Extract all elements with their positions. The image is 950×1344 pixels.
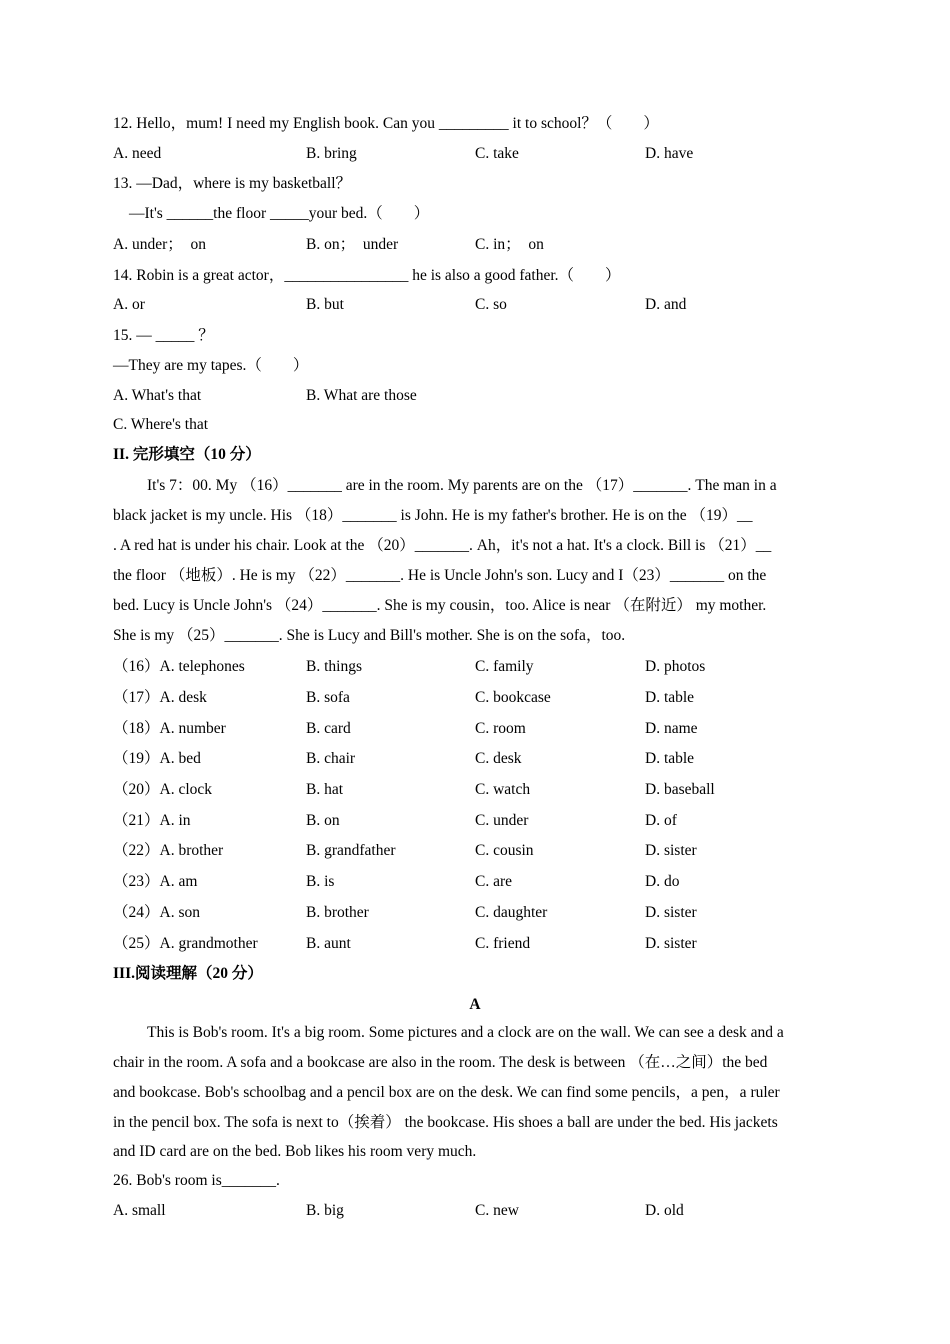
option-a: A. What's that bbox=[113, 387, 202, 404]
question-13-answer-line: —It's ______the floor _____your bed.（ ） bbox=[129, 205, 430, 222]
option-a: （24）A. son bbox=[113, 904, 200, 921]
option-b: B. grandfather bbox=[306, 842, 396, 859]
option-d: D. sister bbox=[645, 904, 697, 921]
option-b: B. aunt bbox=[306, 935, 351, 952]
section-2-heading: II. 完形填空（10 分） bbox=[113, 446, 261, 463]
question-12-options bbox=[113, 144, 853, 164]
reading-passage-line-1: This is Bob's room. It's a big room. Some pictures and a clock are on the wall. We can see a desk and a bbox=[147, 1024, 784, 1041]
option-a: （23）A. am bbox=[113, 873, 198, 890]
passage-a-title: A bbox=[469, 996, 481, 1013]
option-a: A. under； on bbox=[113, 236, 206, 253]
cloze-passage-line-6: She is my （25）_______. She is Lucy and Bill's mother. She is on the sofa，too. bbox=[113, 627, 626, 644]
option-c: C. room bbox=[475, 720, 526, 737]
cloze-option-row bbox=[113, 841, 853, 861]
option-c: C. friend bbox=[475, 935, 531, 952]
option-a: （19）A. bed bbox=[113, 750, 201, 767]
option-c: C. are bbox=[475, 873, 513, 890]
option-c: C. so bbox=[475, 296, 507, 313]
question-12: 12. Hello，mum! I need my English book. Can you _________ it to school？（ ） bbox=[113, 115, 659, 132]
option-c: C. family bbox=[475, 658, 534, 675]
option-b: B. bring bbox=[306, 145, 357, 162]
question-13: 13. —Dad，where is my basketball？ bbox=[113, 175, 352, 192]
option-c: C. take bbox=[475, 145, 519, 162]
cloze-option-row bbox=[113, 749, 853, 769]
option-b: B. big bbox=[306, 1202, 344, 1219]
question-15-option-c: C. Where's that bbox=[113, 416, 209, 433]
question-14: 14. Robin is a great actor，________________ he is also a good father.（ ） bbox=[113, 267, 621, 284]
option-c: C. under bbox=[475, 812, 529, 829]
cloze-passage-line-5: bed. Lucy is Uncle John's （24）_______. She is my cousin，too. Alice is near （在附近） my mother. bbox=[113, 597, 767, 614]
option-d: D. table bbox=[645, 689, 695, 706]
cloze-option-row bbox=[113, 934, 853, 954]
option-b: B. but bbox=[306, 296, 344, 313]
option-d: D. photos bbox=[645, 658, 706, 675]
option-b: B. on； under bbox=[306, 236, 399, 253]
option-d: D. sister bbox=[645, 842, 697, 859]
option-a: A. or bbox=[113, 296, 145, 313]
option-b: B. on bbox=[306, 812, 340, 829]
cloze-option-row bbox=[113, 780, 853, 800]
reading-passage-line-2: chair in the room. A sofa and a bookcase are also in the room. The desk is between （在…之间）the bed bbox=[113, 1054, 768, 1071]
option-a: A. small bbox=[113, 1202, 166, 1219]
option-a: （20）A. clock bbox=[113, 781, 213, 798]
question-15-answer-line: —They are my tapes.（ ） bbox=[113, 357, 309, 374]
question-15: 15. — _____ ？ bbox=[113, 327, 214, 344]
option-d: D. do bbox=[645, 873, 680, 890]
option-c: C. daughter bbox=[475, 904, 548, 921]
option-d: D. old bbox=[645, 1202, 684, 1219]
question-13-options bbox=[113, 235, 853, 255]
option-d: D. of bbox=[645, 812, 677, 829]
option-a: （17）A. desk bbox=[113, 689, 207, 706]
cloze-option-row bbox=[113, 903, 853, 923]
option-b: B. things bbox=[306, 658, 362, 675]
cloze-passage-line-2: black jacket is my uncle. His （18）_______ is John. He is my father's brother. He is on the （19）__ bbox=[113, 507, 753, 524]
option-b: B. sofa bbox=[306, 689, 350, 706]
question-14-options bbox=[113, 295, 853, 315]
question-26-options bbox=[113, 1201, 853, 1221]
option-c: C. bookcase bbox=[475, 689, 551, 706]
option-d: D. and bbox=[645, 296, 687, 313]
cloze-option-row bbox=[113, 688, 853, 708]
question-15-options bbox=[113, 386, 853, 406]
reading-passage-line-5: and ID card are on the bed. Bob likes his room very much. bbox=[113, 1143, 477, 1160]
cloze-option-row bbox=[113, 811, 853, 831]
cloze-passage-line-3: . A red hat is under his chair. Look at the （20）_______. Ah，it's not a hat. It's a clock. Bill is （21）__ bbox=[113, 537, 772, 554]
option-d: D. table bbox=[645, 750, 695, 767]
option-a: A. need bbox=[113, 145, 162, 162]
option-c: C. in； on bbox=[475, 236, 544, 253]
option-b: B. card bbox=[306, 720, 351, 737]
option-c: C. watch bbox=[475, 781, 531, 798]
option-d: D. have bbox=[645, 145, 694, 162]
question-26: 26. Bob's room is_______. bbox=[113, 1172, 280, 1189]
section-3-heading: III.阅读理解（20 分） bbox=[113, 965, 263, 982]
option-d: D. baseball bbox=[645, 781, 715, 798]
reading-passage-line-4: in the pencil box. The sofa is next to（挨着） the bookcase. His shoes a ball are under the bed. His jackets bbox=[113, 1114, 778, 1131]
option-a: （16）A. telephones bbox=[113, 658, 245, 675]
option-c: C. new bbox=[475, 1202, 519, 1219]
option-d: D. sister bbox=[645, 935, 697, 952]
option-b: B. hat bbox=[306, 781, 344, 798]
option-c: C. desk bbox=[475, 750, 522, 767]
option-a: （18）A. number bbox=[113, 720, 226, 737]
cloze-option-row bbox=[113, 872, 853, 892]
cloze-passage-line-1: It's 7：00. My （16）_______ are in the room. My parents are on the （17）_______. The man in a bbox=[147, 477, 777, 494]
option-d: D. name bbox=[645, 720, 698, 737]
option-a: （22）A. brother bbox=[113, 842, 224, 859]
cloze-passage-line-4: the floor （地板）. He is my （22）_______. He is Uncle John's son. Lucy and I（23）_______ on the bbox=[113, 567, 767, 584]
option-c: C. cousin bbox=[475, 842, 534, 859]
option-b: B. is bbox=[306, 873, 335, 890]
option-b: B. chair bbox=[306, 750, 356, 767]
reading-passage-line-3: and bookcase. Bob's schoolbag and a pencil box are on the desk. We can find some pencils，a pen，a ruler bbox=[113, 1084, 780, 1101]
option-a: （25）A. grandmother bbox=[113, 935, 258, 952]
option-b: B. What are those bbox=[306, 387, 417, 404]
cloze-option-row bbox=[113, 719, 853, 739]
option-b: B. brother bbox=[306, 904, 369, 921]
cloze-option-row bbox=[113, 657, 853, 677]
option-a: （21）A. in bbox=[113, 812, 191, 829]
